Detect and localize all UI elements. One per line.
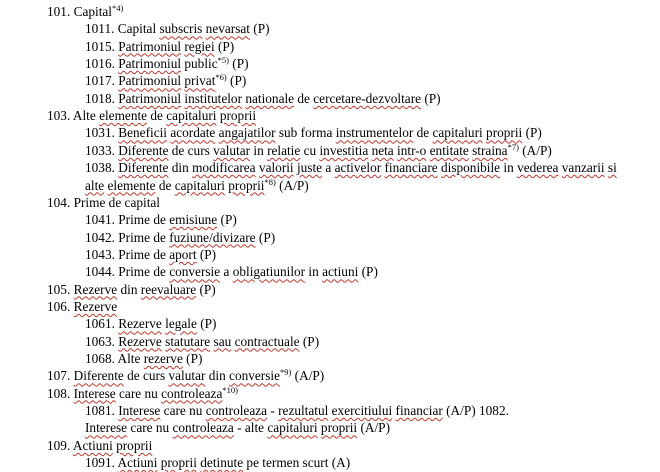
footnote-mark: *7) bbox=[507, 141, 519, 152]
text-run: din bbox=[117, 281, 141, 297]
text-run: de bbox=[413, 125, 433, 141]
account-line bbox=[85, 143, 552, 160]
text-run: 1061. bbox=[85, 316, 119, 332]
spellcheck-word: fuziune/divizare bbox=[169, 229, 256, 245]
text-run: de bbox=[147, 108, 167, 124]
account-group-line bbox=[47, 282, 216, 299]
text-run: (A/P) bbox=[357, 420, 390, 436]
spellcheck-word: financiar bbox=[395, 403, 443, 419]
text-run: in bbox=[500, 160, 518, 176]
spellcheck-word: privat bbox=[184, 73, 216, 89]
spellcheck-word: rezultatul bbox=[278, 403, 329, 419]
spellcheck-word: legale bbox=[165, 316, 197, 332]
text-run: in bbox=[250, 142, 268, 158]
text-run: (A/P) 1082. bbox=[442, 403, 509, 419]
spellcheck-word: intr-o bbox=[397, 142, 427, 158]
spellcheck-word: Beneficii bbox=[118, 125, 167, 141]
account-line bbox=[85, 125, 542, 142]
text-run: public bbox=[181, 56, 218, 72]
account-group-line bbox=[47, 438, 152, 455]
footnote-mark: *4) bbox=[112, 3, 124, 13]
footnote-mark: *9) bbox=[280, 367, 292, 378]
spellcheck-word: aport bbox=[169, 246, 197, 262]
text-run: (P) bbox=[196, 281, 216, 297]
spellcheck-word: subscris bbox=[159, 21, 203, 37]
account-line bbox=[85, 160, 617, 177]
spellcheck-word: Patrimoniul bbox=[118, 56, 182, 72]
text-run: 109. bbox=[47, 437, 73, 453]
text-run: care nu bbox=[127, 420, 173, 436]
spellcheck-word: regiei bbox=[184, 38, 215, 54]
text-run: 107. bbox=[47, 368, 74, 384]
text-run: (P) bbox=[228, 56, 249, 72]
spellcheck-word: conversie bbox=[169, 264, 221, 280]
text-run: 108. bbox=[47, 385, 74, 401]
spellcheck-word: emisiune bbox=[169, 212, 218, 228]
spellcheck-word: Actiuni bbox=[117, 455, 158, 471]
spellcheck-word: relatie bbox=[267, 142, 301, 158]
spellcheck-word: valorii bbox=[258, 160, 294, 176]
text-run: 1081. bbox=[85, 403, 119, 419]
text-run: (A/P) bbox=[518, 142, 552, 158]
account-line bbox=[85, 178, 309, 195]
account-line bbox=[85, 73, 246, 90]
text-run: 1018. bbox=[85, 90, 119, 106]
spellcheck-word: valutar bbox=[168, 368, 206, 384]
text-run: - bbox=[267, 403, 279, 419]
text-run: de bbox=[155, 177, 175, 193]
spellcheck-word: investitia bbox=[319, 142, 369, 158]
spellcheck-word: activelor bbox=[334, 160, 382, 176]
spellcheck-word: capitaluri bbox=[166, 108, 217, 124]
text-run: 1068. Alte bbox=[85, 351, 144, 366]
text-run: (P) bbox=[196, 316, 217, 332]
account-line bbox=[85, 316, 216, 333]
footnote-mark: *6) bbox=[215, 72, 227, 83]
spellcheck-word: rezerve bbox=[143, 351, 183, 366]
account-line bbox=[85, 420, 390, 437]
text-run: pe termen scurt (A) bbox=[243, 455, 351, 471]
spellcheck-word: contractuale bbox=[234, 333, 300, 349]
spellcheck-word: actiuni bbox=[322, 264, 359, 280]
spellcheck-word: Patrimoniul bbox=[118, 73, 182, 89]
text-run: care nu bbox=[160, 403, 206, 419]
account-line bbox=[85, 91, 441, 108]
spellcheck-word: elemente bbox=[99, 108, 148, 124]
account-line bbox=[85, 212, 237, 229]
text-run: 1031. bbox=[85, 125, 119, 141]
footnote-mark: *10) bbox=[222, 384, 238, 395]
spellcheck-word: valutar bbox=[213, 142, 251, 158]
spellcheck-word: Rezerve bbox=[118, 316, 162, 332]
account-line bbox=[85, 230, 275, 247]
spellcheck-word: proprii bbox=[320, 420, 358, 436]
text-run: (A/P) bbox=[275, 177, 309, 193]
spellcheck-word: Actiuni bbox=[72, 437, 113, 453]
text-run: 1091. bbox=[85, 455, 118, 471]
spellcheck-word: cercetare-dezvoltare bbox=[313, 90, 422, 106]
spellcheck-word: statutare bbox=[165, 333, 211, 349]
spellcheck-word: Interese bbox=[118, 403, 161, 419]
spellcheck-word: modificarea bbox=[192, 160, 256, 176]
text-run: a bbox=[220, 264, 233, 280]
account-line bbox=[85, 56, 249, 73]
text-run: sub forma bbox=[275, 125, 336, 141]
text-run: 1042. Prime de bbox=[85, 229, 170, 245]
text-run: (P) bbox=[255, 229, 276, 245]
spellcheck-word: institutelor bbox=[184, 90, 242, 106]
text-run: 105. bbox=[47, 281, 74, 297]
account-line bbox=[85, 264, 378, 281]
spellcheck-word: vederea bbox=[517, 160, 559, 176]
spellcheck-word: conversie bbox=[229, 368, 280, 384]
spellcheck-word: proprii bbox=[116, 437, 153, 453]
account-line bbox=[85, 351, 202, 368]
text-run: (P) bbox=[217, 212, 237, 228]
spellcheck-word: disponibile bbox=[440, 160, 501, 176]
account-group-line bbox=[47, 195, 160, 212]
spellcheck-word: alte bbox=[85, 177, 105, 193]
spellcheck-word: controleaza bbox=[172, 420, 234, 436]
text-run: (P) bbox=[196, 246, 217, 262]
text-run: 1038. bbox=[85, 160, 119, 176]
text-run: care nu bbox=[115, 385, 162, 401]
text-run: 1041. Prime de bbox=[85, 212, 170, 228]
spellcheck-word: entitate bbox=[429, 142, 469, 158]
account-group-line bbox=[47, 299, 117, 316]
spellcheck-word: controleaza bbox=[205, 403, 268, 419]
text-run: din bbox=[205, 368, 230, 384]
text-run: (P) bbox=[299, 333, 320, 349]
text-run: din bbox=[168, 160, 193, 176]
spellcheck-word: instrumentelor bbox=[335, 125, 414, 141]
spellcheck-word: obligatiunilor bbox=[232, 264, 306, 280]
text-run: de bbox=[294, 90, 314, 106]
account-group-line bbox=[47, 386, 238, 403]
text-run: (P) bbox=[226, 73, 247, 89]
text-run: 104. Prime de capital bbox=[47, 194, 160, 210]
text-run: de curs bbox=[168, 142, 214, 158]
text-run: 1033. bbox=[85, 142, 119, 158]
spellcheck-word: financiare bbox=[384, 160, 438, 176]
spellcheck-word: proprii bbox=[228, 177, 265, 193]
spellcheck-word: nationale bbox=[245, 90, 295, 106]
text-run: 101. Capital bbox=[47, 4, 112, 19]
account-line bbox=[85, 334, 319, 351]
text-run: a bbox=[322, 160, 335, 176]
footnote-mark: *8) bbox=[264, 176, 276, 187]
spellcheck-word: Rezerve bbox=[73, 281, 118, 297]
spellcheck-word: proprii bbox=[486, 125, 523, 141]
text-run: 1015. bbox=[85, 38, 119, 54]
spellcheck-word: Diferente bbox=[118, 142, 169, 158]
text-run: 103. Alte bbox=[47, 108, 100, 124]
spellcheck-word: neta bbox=[371, 142, 394, 158]
spellcheck-word: Rezerve bbox=[118, 333, 162, 349]
spellcheck-word: vanzarii bbox=[561, 160, 605, 176]
account-line bbox=[85, 21, 270, 38]
text-run: 1017. bbox=[85, 73, 119, 89]
spellcheck-word: proprii bbox=[219, 108, 257, 124]
spellcheck-word: exercitiului bbox=[331, 403, 393, 419]
account-group-line bbox=[47, 368, 324, 385]
spellcheck-word: Interese bbox=[85, 420, 128, 436]
spellcheck-word: capitaluri bbox=[432, 125, 483, 141]
text-run: in bbox=[305, 264, 323, 280]
spellcheck-word: si bbox=[607, 160, 617, 176]
footnote-mark: *5) bbox=[217, 55, 229, 66]
text-run: 1043. Prime de bbox=[85, 246, 170, 262]
spellcheck-word: elemente bbox=[107, 177, 156, 193]
text-run: de curs bbox=[123, 368, 169, 384]
account-line bbox=[85, 455, 350, 472]
spellcheck-word: Patrimoniul bbox=[118, 38, 182, 54]
account-line bbox=[85, 403, 509, 420]
spellcheck-word: juste bbox=[296, 160, 323, 176]
spellcheck-word: Diferente bbox=[73, 368, 124, 384]
text-run: - alte bbox=[233, 420, 268, 436]
spellcheck-word: sau bbox=[213, 333, 232, 349]
spellcheck-word: acordate bbox=[170, 125, 216, 141]
spellcheck-word: angajatilor bbox=[218, 125, 276, 141]
text-run: 1063. bbox=[85, 333, 119, 349]
spellcheck-word: proprii bbox=[160, 455, 197, 471]
spellcheck-word: Interese bbox=[73, 385, 116, 401]
spellcheck-word: nevarsat bbox=[205, 21, 250, 37]
spellcheck-word: controleaza bbox=[161, 385, 223, 401]
account-line bbox=[85, 39, 234, 56]
spellcheck-word: reevaluare bbox=[140, 281, 197, 297]
account-line bbox=[85, 247, 216, 264]
spellcheck-word: capitaluri bbox=[174, 177, 225, 193]
text-run: (P) bbox=[182, 351, 203, 366]
text-run: (P) bbox=[358, 264, 378, 280]
spellcheck-word: Rezerve bbox=[73, 298, 118, 314]
text-run: 1044. Prime de bbox=[85, 264, 170, 280]
text-run: 1011. Capital bbox=[85, 21, 160, 37]
text-run: 1016. bbox=[85, 56, 119, 72]
text-run: (P) bbox=[214, 38, 235, 54]
text-run: (P) bbox=[249, 21, 270, 37]
text-run: 106. bbox=[47, 298, 74, 314]
text-run: (A/P) bbox=[291, 368, 325, 384]
text-run: cu bbox=[300, 142, 320, 158]
account-group-line bbox=[47, 4, 123, 21]
spellcheck-word: straina bbox=[472, 142, 508, 158]
account-group-line bbox=[47, 108, 256, 125]
text-run: (P) bbox=[421, 90, 441, 106]
spellcheck-word: detinute bbox=[200, 455, 244, 471]
spellcheck-word: capitaluri bbox=[267, 420, 318, 436]
text-run: (P) bbox=[522, 125, 542, 141]
spellcheck-word: Diferente bbox=[118, 160, 169, 176]
spellcheck-word: Patrimoniul bbox=[118, 90, 182, 106]
